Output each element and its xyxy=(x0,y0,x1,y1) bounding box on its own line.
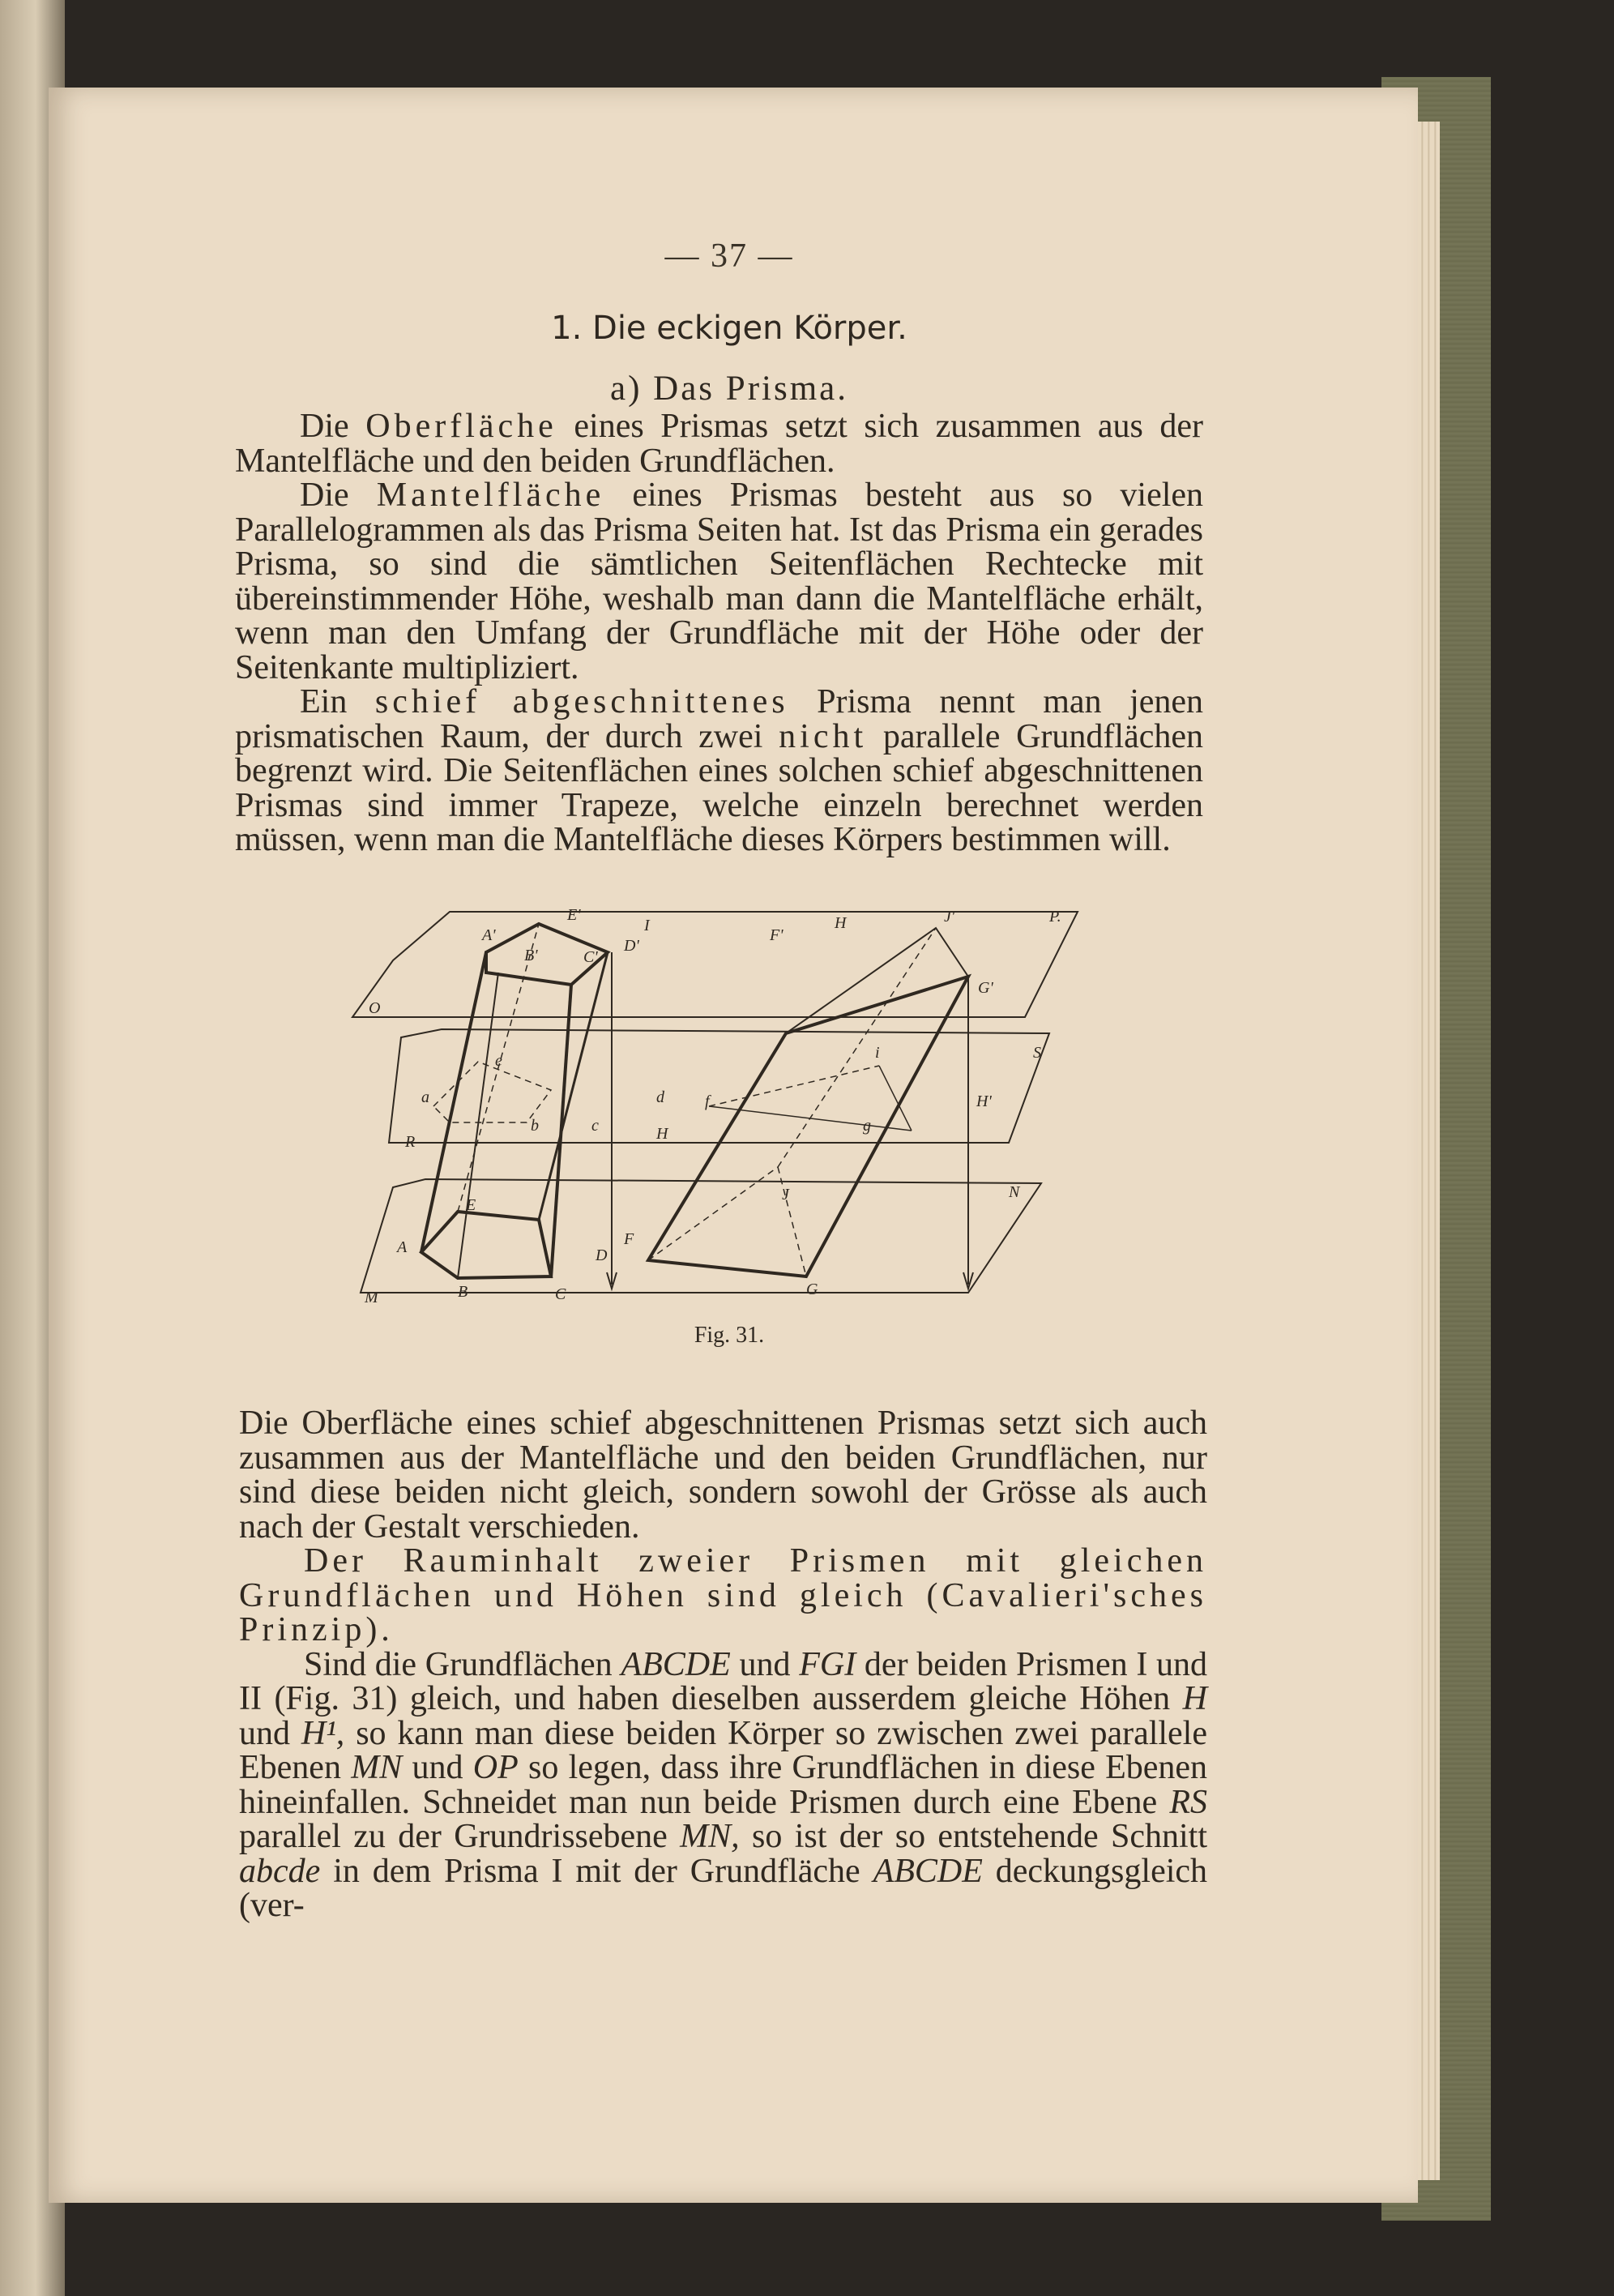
body-text-top xyxy=(235,409,1203,857)
svg-text:S: S xyxy=(1033,1044,1041,1062)
chapter-title: 1. Die eckigen Körper. xyxy=(551,310,907,347)
svg-text:g: g xyxy=(863,1117,871,1135)
svg-text:b: b xyxy=(531,1117,539,1135)
svg-text:G': G' xyxy=(978,979,993,997)
svg-text:P.: P. xyxy=(1049,908,1061,926)
svg-text:E: E xyxy=(466,1196,476,1214)
svg-text:e: e xyxy=(495,1052,502,1070)
figure-caption: Fig. 31. xyxy=(694,1323,765,1348)
svg-text:N: N xyxy=(1009,1183,1020,1201)
svg-text:J': J' xyxy=(944,908,955,926)
paragraph-mantelflaeche: Die Mantelfläche eines Prismas besteht aus so vielen Parallelogrammen als das Prisma Seiten hat. Ist das Prisma ein gerades Prisma, so sind die sämtlichen Seitenflächen Rechtecke mit übereinstimmender Höhe, weshalb man dann die Mantelfläche erhält, wenn man den Umfang der Grundfläche mit der Höhe oder der Seitenkante multipliziert. xyxy=(235,477,1204,686)
body-text-bottom xyxy=(239,1406,1207,1923)
svg-text:i: i xyxy=(875,1044,880,1062)
svg-text:a: a xyxy=(421,1088,429,1106)
figure-31 xyxy=(344,904,1090,1325)
label: E' xyxy=(567,906,581,924)
prism2-face xyxy=(648,977,968,1276)
svg-text:B: B xyxy=(458,1283,468,1301)
prism-diagram xyxy=(344,904,1090,1325)
svg-text:R: R xyxy=(405,1133,416,1151)
svg-text:J: J xyxy=(782,1186,789,1204)
svg-text:I: I xyxy=(644,917,650,934)
svg-text:F: F xyxy=(624,1230,634,1248)
svg-text:M: M xyxy=(365,1289,378,1306)
paragraph-rauminhalt: Der Rauminhalt zweier Prismen mit gleichen Grundflächen und Höhen sind gleich (Cavalieri'sches Prinzip). xyxy=(239,1542,1207,1648)
svg-text:A': A' xyxy=(482,926,496,944)
svg-text:O: O xyxy=(369,999,381,1017)
paragraph-oberflaeche-schief: Die Oberfläche eines schief abgeschnittenen Prismas setzt sich auch zusammen aus der Mantelfläche und den beiden Grundflächen, nur sind diese beiden nicht gleich, sondern sowohl der Grösse als auch nach der Gestalt verschieden. xyxy=(239,1405,1207,1546)
svg-text:f: f xyxy=(705,1092,710,1110)
svg-text:B': B' xyxy=(524,947,538,964)
prism1-base xyxy=(421,1212,551,1278)
svg-text:G: G xyxy=(806,1281,818,1298)
svg-text:C': C' xyxy=(583,948,598,966)
svg-text:C: C xyxy=(555,1285,566,1303)
svg-text:H': H' xyxy=(976,1092,992,1110)
svg-text:H: H xyxy=(656,1125,668,1143)
svg-text:A: A xyxy=(397,1238,408,1256)
svg-text:F': F' xyxy=(770,926,784,944)
paragraph-schief: Ein schief abgeschnittenes Prisma nennt man jenen prismatischen Raum, der durch zwei nicht parallele Grundflächen begrenzt wird. Die Seitenflächen eines solchen schief abgeschnittenen Prismas sind immer Trapeze, welche einzeln berechnet werden müssen, wenn man die Mantelfläche dieses Körpers bestimmen will. xyxy=(235,683,1204,858)
paragraph-grundflaechen: Sind die Grundflächen ABCDE und FGI der beiden Prismen I und II (Fig. 31) gleich, und haben dieselben ausserdem gleiche Höhen H und H¹, so kann man diese beiden Körper so zwischen zwei parallele Ebenen MN und OP so legen, dass ihre Grundflächen in diese Ebenen hineinfallen. Schneidet man nun beide Prismen durch eine Ebene RS parallel zu der Grundrissebene MN, so ist der so entstehende Schnitt abcde in dem Prisma I mit der Grundfläche ABCDE deckungsgleich (ver- xyxy=(239,1645,1208,1924)
page-number: — 37 — xyxy=(664,237,794,275)
svg-text:c: c xyxy=(591,1117,599,1135)
svg-text:d: d xyxy=(656,1088,664,1106)
section-heading: a) Das Prisma. xyxy=(610,370,848,408)
svg-text:D: D xyxy=(596,1246,608,1264)
paragraph-oberflaeche: Die Oberfläche eines Prismas setzt sich zusammen aus der Mantelfläche und den beiden Grundflächen. xyxy=(235,408,1204,480)
svg-text:H: H xyxy=(835,914,847,932)
svg-text:D': D' xyxy=(624,937,639,955)
